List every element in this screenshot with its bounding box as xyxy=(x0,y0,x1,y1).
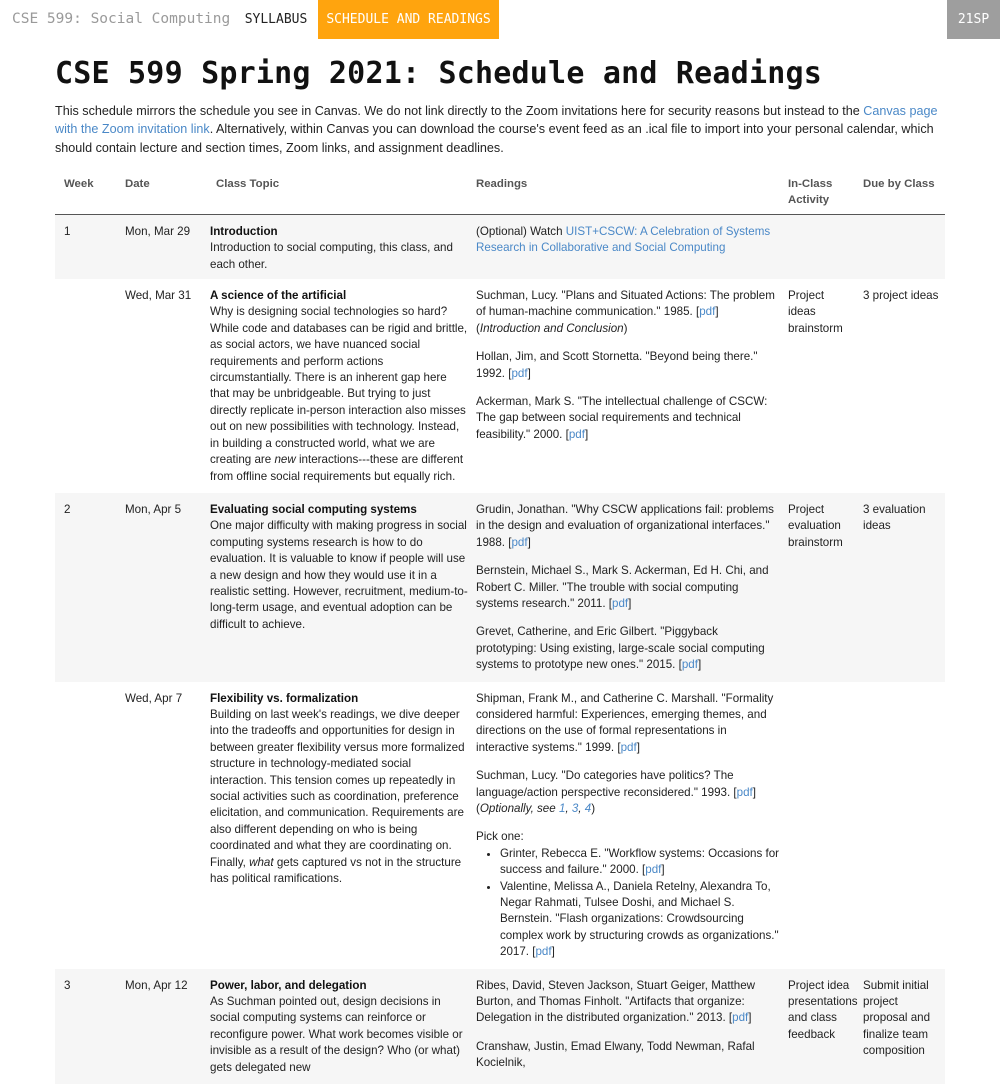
reading-text: Grevet, Catherine, and Eric Gilbert. "Piggyback prototyping: Using existing, large-scale social computing systems to prototype new ones." 2015. [ xyxy=(476,625,765,672)
table-row xyxy=(55,969,945,1084)
reading-text: Cranshaw, Justin, Emad Elwany, Todd Newman, Rafal Kocielnik, xyxy=(476,1039,755,1070)
optional-link-3[interactable]: 3 xyxy=(571,802,579,815)
cell-due: Submit initial project proposal and finalize team composition xyxy=(859,969,945,1084)
cell-readings xyxy=(472,682,784,969)
topic-description: One major difficulty with making progress in social computing systems research is how to do evaluation. It is valuable to know if people will use a new design and how they would use it in a realistic setting. However, recruitment, medium-to-long-term usage, and eventual adoption can be difficult to achieve. xyxy=(210,519,468,631)
reading-emphasis: Introduction and Conclusion xyxy=(479,321,624,335)
reading-item xyxy=(476,349,780,382)
cell-activity: Project ideas brainstorm xyxy=(788,289,843,335)
cell-week: 3 xyxy=(55,969,121,1084)
intro-text-2: . Alternatively, within Canvas you can download the course's event feed as an .ical file to import into your personal calendar, which should contain lecture and section times, Zoom links, and assignment deadlines. xyxy=(55,122,934,155)
topic-text: interactions---these are different from offline social requirements but equally rich. xyxy=(210,453,464,483)
cell-due xyxy=(859,682,945,969)
reading-text: ) xyxy=(623,321,628,335)
reading-text: ) xyxy=(591,802,596,815)
reading-item xyxy=(476,691,780,757)
table-row xyxy=(55,214,945,279)
reading-text: (Optional) Watch xyxy=(476,224,566,238)
table-row xyxy=(55,493,945,682)
pdf-link[interactable]: pdf xyxy=(612,596,629,610)
reading-item xyxy=(476,394,780,443)
reading-text: ] xyxy=(661,863,665,877)
reading-text: ] ( xyxy=(476,305,719,335)
topic-emphasis: new xyxy=(274,453,296,467)
reading-text: ] xyxy=(527,535,531,549)
pick-one-list xyxy=(476,846,780,961)
header-class-topic: Class Topic xyxy=(206,173,472,214)
cell-topic xyxy=(206,682,472,969)
tab-syllabus[interactable]: SYLLABUS xyxy=(244,12,308,27)
pdf-link[interactable]: pdf xyxy=(645,863,662,877)
pdf-link[interactable]: pdf xyxy=(511,535,528,549)
reading-emphasis: Optionally, see 1, 3, 4 xyxy=(479,802,592,815)
cell-due: 3 project ideas xyxy=(863,289,939,303)
reading-text: ] xyxy=(527,366,531,380)
pdf-link[interactable]: pdf xyxy=(736,785,753,799)
topic-description: Introduction to social computing, this class, and each other. xyxy=(210,241,453,271)
topic-title: Introduction xyxy=(210,224,278,238)
cell-activity: Project idea presentations and class feedback xyxy=(784,969,859,1084)
table-row xyxy=(55,279,945,493)
reading-item xyxy=(476,1039,780,1072)
reading-item xyxy=(476,502,780,551)
header-week: Week xyxy=(55,173,121,214)
reading-text: Hollan, Jim, and Scott Stornetta. "Beyond being there." 1992. [ xyxy=(476,350,758,380)
topic-emphasis: what xyxy=(249,855,274,869)
table-header-row xyxy=(55,173,945,214)
reading-emphasis-text: Optionally, see xyxy=(479,802,559,815)
cell-week: 1 xyxy=(55,214,121,279)
cell-topic xyxy=(206,969,472,1084)
cell-activity xyxy=(784,214,859,279)
reading-text: Ribes, David, Steven Jackson, Stuart Geiger, Matthew Burton, and Thomas Finholt. "Artifacts that organize: Delegation in the distributed organization." 2013. [ xyxy=(476,978,756,1025)
intro-paragraph xyxy=(55,102,945,157)
cell-week xyxy=(55,279,121,493)
pdf-link[interactable]: pdf xyxy=(511,366,528,380)
cell-date: Mon, Apr 5 xyxy=(121,493,206,682)
topic-description xyxy=(210,304,468,484)
reading-item xyxy=(476,768,780,817)
header-in-class-activity: In-Class Activity xyxy=(784,173,859,214)
pick-one-group xyxy=(476,829,780,960)
reading-text: ] xyxy=(584,427,589,441)
reading-text: ] xyxy=(697,658,702,672)
cell-date: Wed, Mar 31 xyxy=(125,289,192,303)
pdf-link[interactable]: pdf xyxy=(699,305,716,319)
topic-text: gets captured vs not in the structure has political ramifications. xyxy=(210,855,462,886)
cell-due: 3 evaluation ideas xyxy=(859,493,945,682)
pdf-link[interactable]: pdf xyxy=(535,945,552,959)
reading-text: Grudin, Jonathan. "Why CSCW applications fail: problems in the design and evaluation of organizational interfaces." 1988. [ xyxy=(476,502,774,549)
cell-activity xyxy=(784,682,859,969)
reading-text: Shipman, Frank M., and Catherine C. Marshall. "Formality considered harmful: Experiences, emerging themes, and directions on the use of formal representations in interactive systems." 1999. [ xyxy=(476,691,774,754)
topic-text: Why is designing social technologies so hard? While code and databases can be rigid and brittle, as social actors, we have nuanced social requirements and perform actions circumstantially. There is an inherent gap here that may be unbridgeable. But trying to just directly replicate in-person interaction also misses out on new possibilities with technology. Instead, in building a constructed world, what we are creating are xyxy=(210,305,468,467)
topic-text: Building on last week's readings, we dive deeper into the tradeoffs and opportunities for design in between greater flexibility versus more formalized structure in technology-mediated social interaction. This tension comes up repeatedly in social activities such as coordination, preference elicitation, and communication. Requirements are also different depending on who is being coordinated and what they are coordinating on. Finally, xyxy=(210,707,465,869)
list-item xyxy=(500,879,780,961)
page-title: CSE 599 Spring 2021: Schedule and Readings xyxy=(55,56,822,91)
reading-item xyxy=(476,624,780,673)
cell-date: Wed, Apr 7 xyxy=(125,691,183,705)
reading-text: Grinter, Rebecca E. "Workflow systems: Occasions for success and failure." 2000. [ xyxy=(500,846,780,877)
optional-link-4[interactable]: 4 xyxy=(584,802,592,815)
pdf-link[interactable]: pdf xyxy=(620,740,637,754)
cell-date: Mon, Mar 29 xyxy=(121,214,206,279)
reading-text: Suchman, Lucy. "Plans and Situated Actions: The problem of human-machine communication." 1985. [ xyxy=(476,289,775,319)
reading-item xyxy=(476,563,780,612)
header-readings: Readings xyxy=(472,173,784,214)
topic-description: As Suchman pointed out, design decisions in social computing systems can reinforce or reconfigure power. What work becomes visible or invisible as a result of the design? Who (or what) gets delegated new xyxy=(210,995,463,1074)
pdf-link[interactable]: pdf xyxy=(568,427,585,441)
topic-title: Power, labor, and delegation xyxy=(210,978,367,992)
reading-text: ] xyxy=(748,1011,752,1025)
tab-schedule-and-readings[interactable]: SCHEDULE AND READINGS xyxy=(318,0,499,39)
optional-link-1[interactable]: 1 xyxy=(558,802,566,815)
intro-text-1: This schedule mirrors the schedule you see in Canvas. We do not link directly to the Zoom invitations here for security reasons but instead to the xyxy=(55,104,864,118)
cell-topic xyxy=(206,214,472,279)
term-badge[interactable]: 21SP xyxy=(947,0,1000,39)
cell-readings xyxy=(472,493,784,682)
cell-readings xyxy=(472,969,784,1084)
canvas-zoom-link[interactable]: Canvas page with the Zoom invitation link xyxy=(55,104,938,137)
list-item xyxy=(500,846,780,879)
pdf-link[interactable]: pdf xyxy=(681,658,698,672)
topic-title: A science of the artificial xyxy=(210,289,347,303)
reading-text: Suchman, Lucy. "Do categories have politics? The language/action perspective reconsidered." 1993. [ xyxy=(476,769,737,799)
cell-week: 2 xyxy=(55,493,121,682)
cell-topic xyxy=(206,493,472,682)
topic-title: Evaluating social computing systems xyxy=(210,502,417,516)
video-link[interactable]: UIST+CSCW: A Celebration of Systems Research in Collaborative and Social Computing xyxy=(476,224,771,255)
cell-activity: Project evaluation brainstorm xyxy=(784,493,859,682)
reading-text: ] xyxy=(551,945,555,959)
reading-item xyxy=(476,288,780,337)
top-navigation xyxy=(0,0,1000,39)
header-due-by-class: Due by Class xyxy=(859,173,945,214)
cell-due xyxy=(859,214,945,279)
cell-readings xyxy=(472,214,784,279)
topic-description xyxy=(210,707,468,887)
reading-text: ] ( xyxy=(476,785,756,815)
reading-text: ] xyxy=(636,740,640,754)
reading-text: ] xyxy=(628,596,632,610)
cell-week xyxy=(55,682,121,969)
pdf-link[interactable]: pdf xyxy=(732,1011,749,1025)
header-date: Date xyxy=(121,173,206,214)
reading-text: Valentine, Melissa A., Daniela Retelny, Alexandra To, Negar Rahmati, Tulsee Doshi, and Michael S. Bernstein. "Flash organizations: Crowdsourcing complex work by structuring crowds as organizations." 2017. [ xyxy=(500,879,779,959)
reading-text: Ackerman, Mark S. "The intellectual challenge of CSCW: The gap between social requirements and technical feasibility." 2000. [ xyxy=(476,395,768,441)
cell-topic xyxy=(206,279,472,493)
reading-item xyxy=(476,978,780,1027)
schedule-table xyxy=(55,173,945,1084)
reading-item xyxy=(476,224,780,257)
table-row xyxy=(55,682,945,969)
site-brand[interactable]: CSE 599: Social Computing xyxy=(12,11,231,27)
topic-title: Flexibility vs. formalization xyxy=(210,691,359,705)
cell-date: Mon, Apr 12 xyxy=(121,969,206,1084)
cell-readings xyxy=(472,279,784,493)
pick-one-label: Pick one: xyxy=(476,830,524,844)
reading-text: Bernstein, Michael S., Mark S. Ackerman, Ed H. Chi, and Robert C. Miller. "The trouble with social computing systems research." 2011. [ xyxy=(476,564,769,610)
